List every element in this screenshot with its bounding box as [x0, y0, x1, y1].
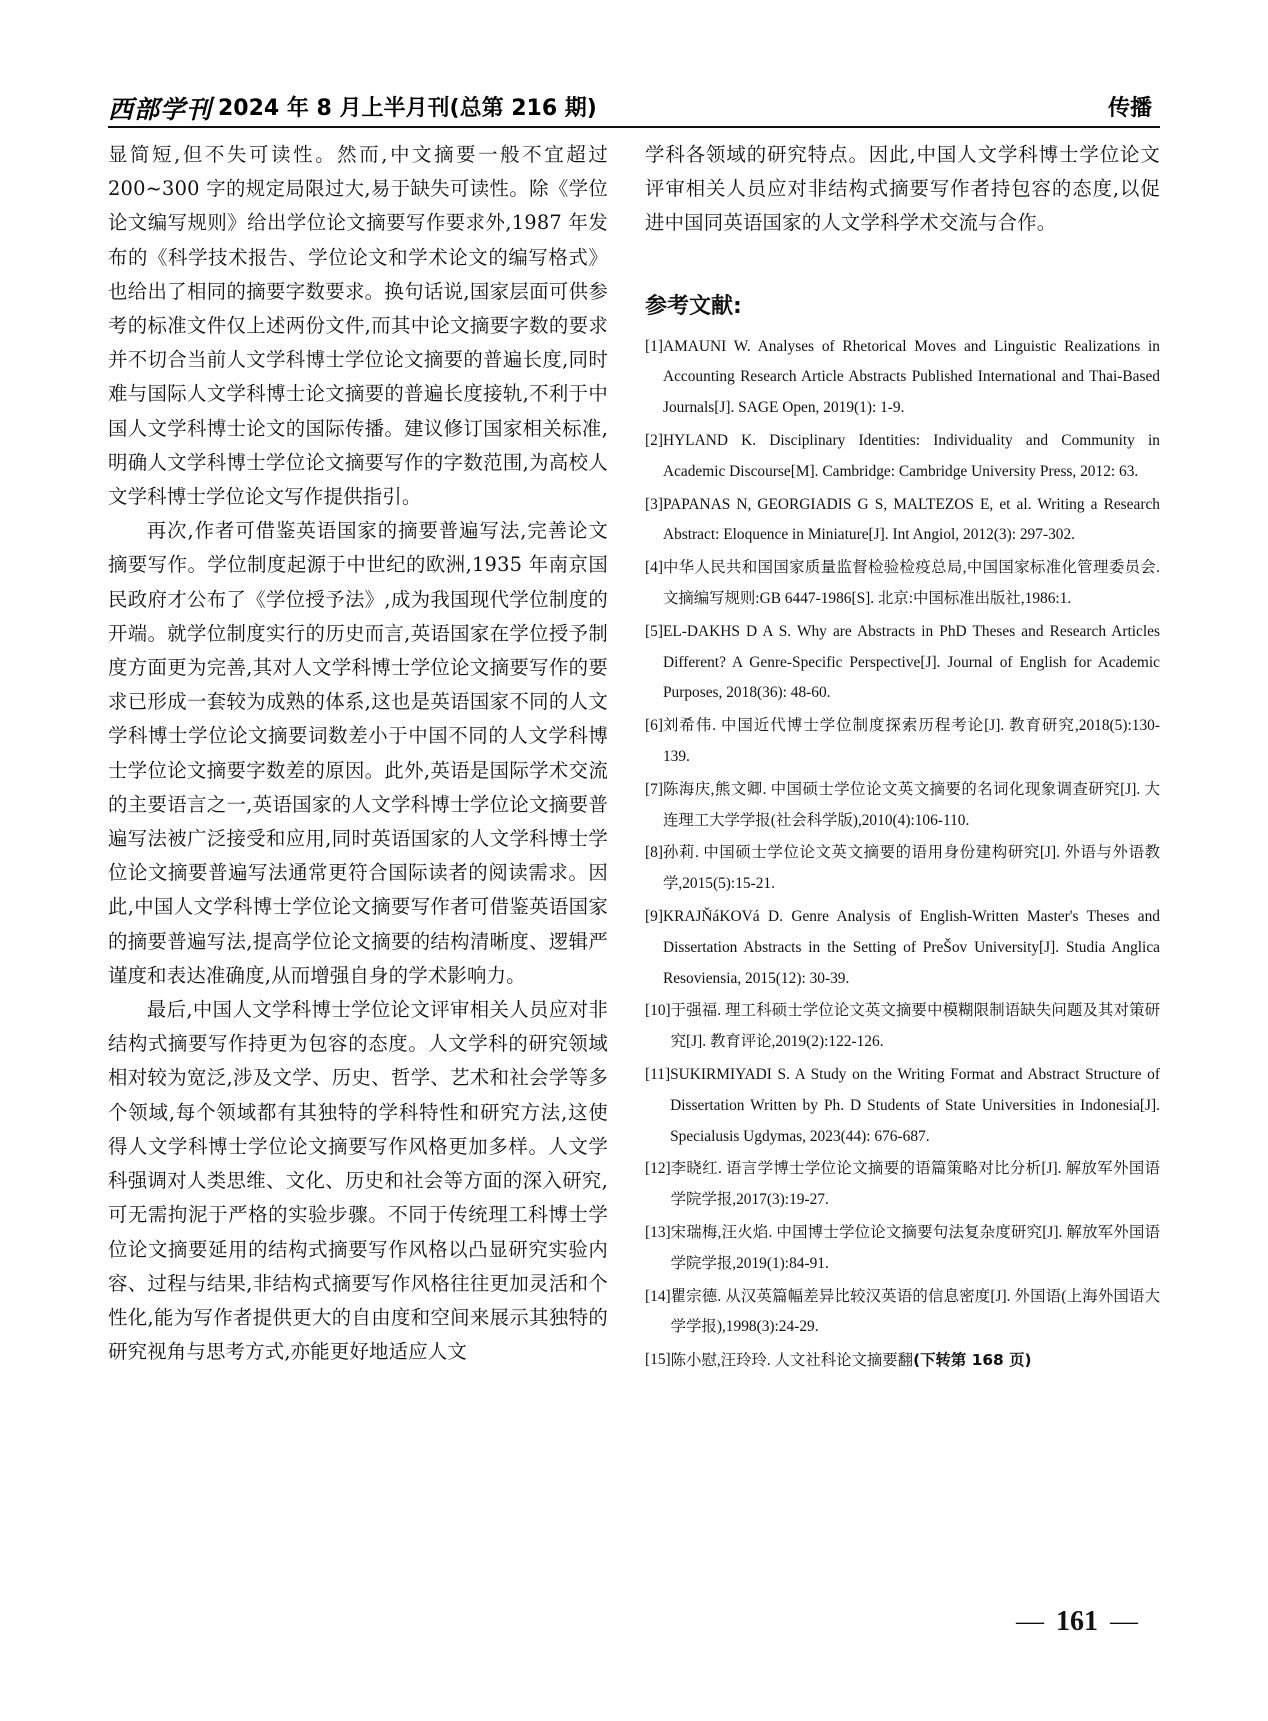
body-paragraph: 再次,作者可借鉴英语国家的摘要普遍写法,完善论文摘要写作。学位制度起源于中世纪的欧洲,1935 年南京国民政府才公布了《学位授予法》,成为我国现代学位制度的开端。就学位制度实行的历史而言,英语国家在学位授予制度方面更为完善,其对人文学科博士学位论文摘要写作的要求已形成一套较为成熟的体系,这也是英语国家不同的人文学科博士学位论文摘要词数差小于中国不同的人文学科博士学位论文摘要字数差的原因。此外,英语是国际学术交流的主要语言之一,英语国家的人文学科博士学位论文摘要普遍写法被广泛接受和应用,同时英语国家的人文学科博士学位论文摘要普遍写法通常更符合国际读者的阅读需求。因此,中国人文学科博士学位论文摘要写作者可借鉴英语国家的摘要普遍写法,提高学位论文摘要的结构清晰度、逻辑严谨度和表达准确度,从而增强自身的学术影响力。 — [108, 519, 608, 987]
reference-text: SUKIRMIYADI S. A Study on the Writing Format and Abstract Structure of Dissertation Written by Ph. D Students of State Universities in Indonesia[J]. Specialusis Ugdymas, 2023(44): 676-687. — [670, 1065, 1160, 1145]
reference-item — [645, 775, 1160, 837]
reference-text: 瞿宗德. 从汉英篇幅差异比较汉英语的信息密度[J]. 外国语(上海外国语大学学报),1998(3):24-29. — [670, 1287, 1160, 1336]
reference-item — [645, 617, 1160, 709]
reference-item — [645, 1282, 1160, 1344]
continued-note: (下转第 168 页) — [913, 1351, 1032, 1370]
reference-text: PAPANAS N, GEORGIADIS G S, MALTEZOS E, et al. Writing a Research Abstract: Eloquence in Miniature[J]. Int Angiol, 2012(3): 297-302. — [662, 495, 1160, 544]
reference-text: 刘希伟. 中国近代博士学位制度探索历程考论[J]. 教育研究,2018(5):130-139. — [662, 717, 1160, 765]
reference-number: [5] — [645, 622, 663, 640]
reference-text: KRAJŇáKOVá D. Genre Analysis of English-Written Master's Theses and Dissertation Abstracts in the Setting of PreŠov University[J]. Studia Anglica Resoviensia, 2015(12): 30-39. — [662, 907, 1160, 987]
right-column — [645, 138, 1160, 1598]
reference-item — [645, 553, 1160, 615]
left-column — [108, 138, 608, 1598]
reference-item — [645, 711, 1160, 773]
reference-number: [9] — [645, 907, 663, 925]
reference-item — [645, 1345, 1160, 1377]
reference-item — [645, 1218, 1160, 1280]
reference-item — [645, 490, 1160, 552]
reference-list — [645, 332, 1160, 1377]
reference-text: 于强福. 理工科硕士学位论文英文摘要中模糊限制语缺失问题及其对策研究[J]. 教育评论,2019(2):122-126. — [670, 1002, 1160, 1051]
page-number-dash: — — [1016, 1606, 1044, 1637]
section-name: 传播 — [1107, 96, 1152, 121]
reference-text: 孙莉. 中国硕士学位论文英文摘要的语用身份建构研究[J]. 外语与外语教学,2015(5):15-21. — [662, 844, 1160, 893]
page-header — [108, 88, 1158, 128]
reference-number: [3] — [645, 495, 663, 513]
reference-number: [15] — [645, 1351, 671, 1369]
reference-text: 李晓红. 语言学博士学位论文摘要的语篇策略对比分析[J]. 解放军外国语学院学报,2017(3):19-27. — [670, 1160, 1160, 1209]
reference-item — [645, 1060, 1160, 1152]
reference-number: [12] — [645, 1160, 671, 1178]
reference-number: [10] — [645, 1002, 671, 1020]
reference-text: HYLAND K. Disciplinary Identities: Individuality and Community in Academic Discourse[M]. Cambridge: Cambridge University Press, 2012: 63. — [662, 432, 1160, 480]
reference-text: 中华人民共和国国家质量监督检验检疫总局,中国国家标准化管理委员会. 文摘编写规则:GB 6447-1986[S]. 北京:中国标准出版社,1986:1. — [662, 559, 1160, 607]
reference-item — [645, 838, 1160, 900]
header-rule — [108, 126, 1160, 128]
reference-number: [4] — [645, 559, 663, 577]
reference-text: AMAUNI W. Analyses of Rhetorical Moves and Linguistic Realizations in Accounting Research Article Abstracts Published International and Thai-Based Journals[J]. SAGE Open, 2019(1): 1-9. — [662, 337, 1160, 417]
reference-item — [645, 332, 1160, 424]
issue-info: 2024 年 8 月上半月刊(总第 216 期) — [218, 96, 597, 121]
reference-item — [645, 902, 1160, 994]
reference-number: [8] — [645, 844, 663, 862]
body-paragraph: 最后,中国人文学科博士学位论文评审相关人员应对非结构式摘要写作持更为包容的态度。人文学科的研究领域相对较为宽泛,涉及文学、历史、哲学、艺术和社会学等多个领域,每个领域都有其独特的学科特性和研究方法,这使得人文学科博士学位论文摘要写作风格更加多样。人文学科强调对人类思维、文化、历史和社会等方面的深入研究,可无需拘泥于严格的实验步骤。不同于传统理工科博士学位论文摘要延用的结构式摘要写作风格以凸显研究实验内容、过程与结果,非结构式摘要写作风格往往更加灵活和个性化,能为写作者提供更大的自由度和空间来展示其独特的研究视角与思考方式,亦能更好地适应人文 — [108, 998, 608, 1364]
reference-number: [14] — [645, 1287, 671, 1305]
body-paragraph-continuation: 学科各领域的研究特点。因此,中国人文学科博士学位论文评审相关人员应对非结构式摘要写作者持包容的态度,以促进中国同英语国家的人文学科学术交流与合作。 — [645, 143, 1160, 235]
page-number-dash: — — [1110, 1606, 1138, 1637]
reference-text: 陈小慰,汪玲玲. 人文社科论文摘要翻 — [670, 1352, 914, 1370]
reference-number: [6] — [645, 717, 663, 735]
reference-number: [2] — [645, 432, 663, 449]
reference-text: 陈海庆,熊文卿. 中国硕士学位论文英文摘要的名词化现象调查研究[J]. 大连理工大学学报(社会科学版),2010(4):106-110. — [662, 780, 1160, 829]
page-number-footer — [1004, 1606, 1150, 1638]
reference-number: [1] — [645, 337, 663, 355]
reference-item — [645, 996, 1160, 1058]
reference-number: [7] — [645, 780, 663, 798]
body-paragraph: 显简短,但不失可读性。然而,中文摘要一般不宜超过 200~300 字的规定局限过大,易于缺失可读性。除《学位论文编写规则》给出学位论文摘要写作要求外,1987 年发布的《科学技术报告、学位论文和学术论文的编写格式》也给出了相同的摘要字数要求。换句话说,国家层面可供参考的标准文件仅上述两份文件,而其中论文摘要字数的要求并不切合当前人文学科博士学位论文摘要的普遍长度,同时难与国际人文学科博士论文摘要的普遍长度接轨,不利于中国人文学科博士论文的国际传播。建议修订国家相关标准,明确人文学科博士学位论文摘要写作的字数范围,为高校人文学科博士学位论文写作提供指引。 — [108, 143, 608, 509]
journal-logo: 西部学刊 — [108, 95, 213, 124]
reference-item — [645, 426, 1160, 488]
page-number: 161 — [1056, 1606, 1098, 1637]
references-heading: 参考文献: — [645, 293, 742, 319]
reference-item — [645, 1154, 1160, 1216]
reference-number: [13] — [645, 1223, 671, 1241]
reference-text: EL-DAKHS D A S. Why are Abstracts in PhD Theses and Research Articles Different? A Genre-Specific Perspective[J]. Journal of English for Academic Purposes, 2018(36): 48-60. — [662, 622, 1160, 702]
reference-text: 宋瑞梅,汪火焰. 中国博士学位论文摘要句法复杂度研究[J]. 解放军外国语学院学报,2019(1):84-91. — [670, 1223, 1160, 1272]
reference-number: [11] — [645, 1065, 671, 1083]
